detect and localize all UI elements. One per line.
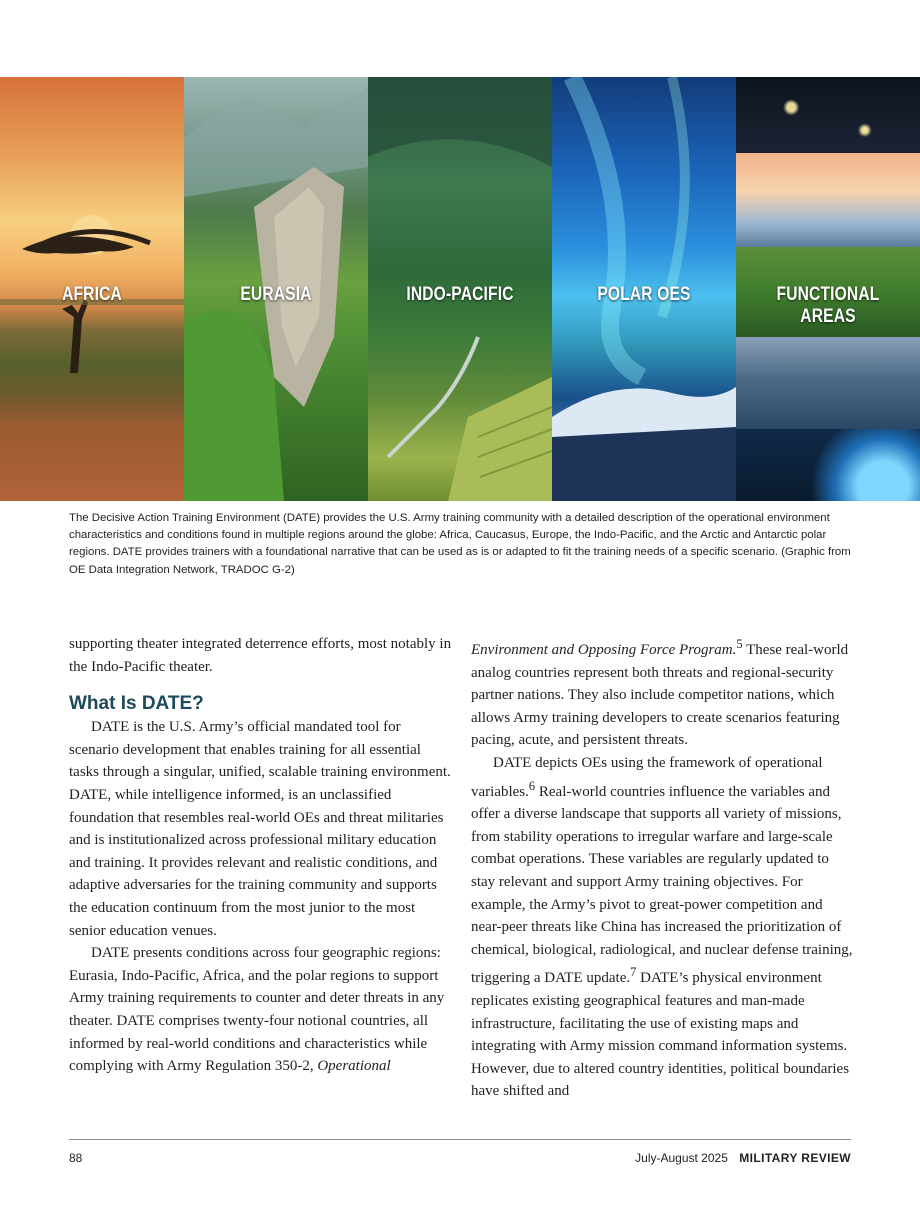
panel-label-polar-oes: POLAR OES	[597, 284, 691, 305]
polar-panel	[552, 77, 736, 501]
africa-panel	[0, 77, 184, 501]
panel-label-functional-areas: FUNCTIONAL AREAS	[776, 284, 880, 327]
footnote-marker: 5	[736, 637, 743, 651]
issue-date: July-August 2025	[635, 1151, 728, 1165]
body-text: DATE depicts OEs using the framework of operational variables.	[471, 754, 823, 800]
body-text: DATE presents conditions across four geographic regions: Eurasia, Indo-Pacific, Africa, and the polar regions to support Army training requirements to counter and deter threats in any theater. DATE comprises twenty-four notional countries, all informed by real-world conditions and characteristics while complying with Army Regulation 350-2,	[69, 945, 445, 1075]
footnote-marker: 7	[630, 965, 637, 980]
panel-label-eurasia: EURASIA	[240, 284, 312, 305]
section-heading: What Is DATE?	[69, 693, 204, 715]
eurasia-panel	[184, 77, 368, 501]
publication-title: Environment and Opposing Force Program.	[471, 642, 737, 658]
body-text: These real-world analog countries represent both threats and regional-security partner nations. They also include competitor nations, which allows Army training developers to create scenarios featuring pacing, acute, and persistent threats.	[471, 642, 849, 749]
footer-divider	[69, 1139, 851, 1140]
panel-label-indo-pacific: INDO-PACIFIC	[406, 284, 514, 305]
publication-title: Operational	[317, 1058, 391, 1075]
indo-pacific-panel	[368, 77, 552, 501]
body-paragraph	[69, 942, 453, 1078]
journal-name: MILITARY REVIEW	[739, 1151, 851, 1165]
functional-areas-panel	[736, 77, 920, 501]
footer-publication	[635, 1151, 851, 1165]
right-column	[471, 633, 853, 1103]
sky-clouds-tile	[736, 153, 920, 247]
page-footer	[69, 1151, 851, 1167]
body-text: Real-world countries influence the variables and offer a diverse landscape that supports all variety of missions, from stability operations to irregular warfare and large-scale combat operations. These variables are regularly updated to stay relevant and support Army training objectives. For example, the Army’s pivot to great-power competition and near-peer threats like China has increased the prioritization of chemical, biological, radiological, and nuclear defense training, triggering a DATE update.	[471, 783, 853, 987]
city-lights-tile	[736, 77, 920, 153]
left-column	[69, 633, 453, 1078]
panel-label-africa: AFRICA	[62, 284, 122, 305]
body-paragraph	[471, 633, 853, 752]
body-paragraph	[471, 752, 853, 1103]
figure-caption: The Decisive Action Training Environment (DATE) provides the U.S. Army training community with a detailed description of the operational environment characteristics and conditions found in multiple regions around the globe: Africa, Caucasus, Europe, the Indo-Pacific, and the Arctic and Antarctic polar regions. DATE provides trainers with a foundational narrative that can be used as is or adapted to fit the training needs of a specific scenario. (Graphic from OE Data Integration Network, TRADOC G-2)	[69, 512, 851, 576]
cyber-tile	[736, 429, 920, 501]
page-number: 88	[69, 1151, 83, 1165]
body-paragraph: DATE is the U.S. Army’s official mandated tool for scenario development that enables training for all essential tasks through a singular, unified, scalable training environment. DATE, while intelligence informed, is an unclassified foundation that resembles real-world OEs and threat militaries and is institutionalized across professional military education and training. It provides relevant and realistic conditions, and adaptive adversaries for the training community and supports the education continuum from the most junior to the most senior education venues.	[69, 719, 451, 939]
ocean-tile	[736, 337, 920, 429]
lead-paragraph: supporting theater integrated deterrence efforts, most notably in the Indo-Pacific theater.	[69, 636, 452, 675]
body-text: DATE’s physical environment replicates existing geographical features and man-made infrastructure, facilitating the use of existing maps and integrating with Army mission command information systems. However, due to altered country identities, political boundaries have shifted and	[471, 970, 850, 1100]
regions-banner	[0, 77, 920, 501]
footnote-marker: 6	[528, 778, 536, 793]
